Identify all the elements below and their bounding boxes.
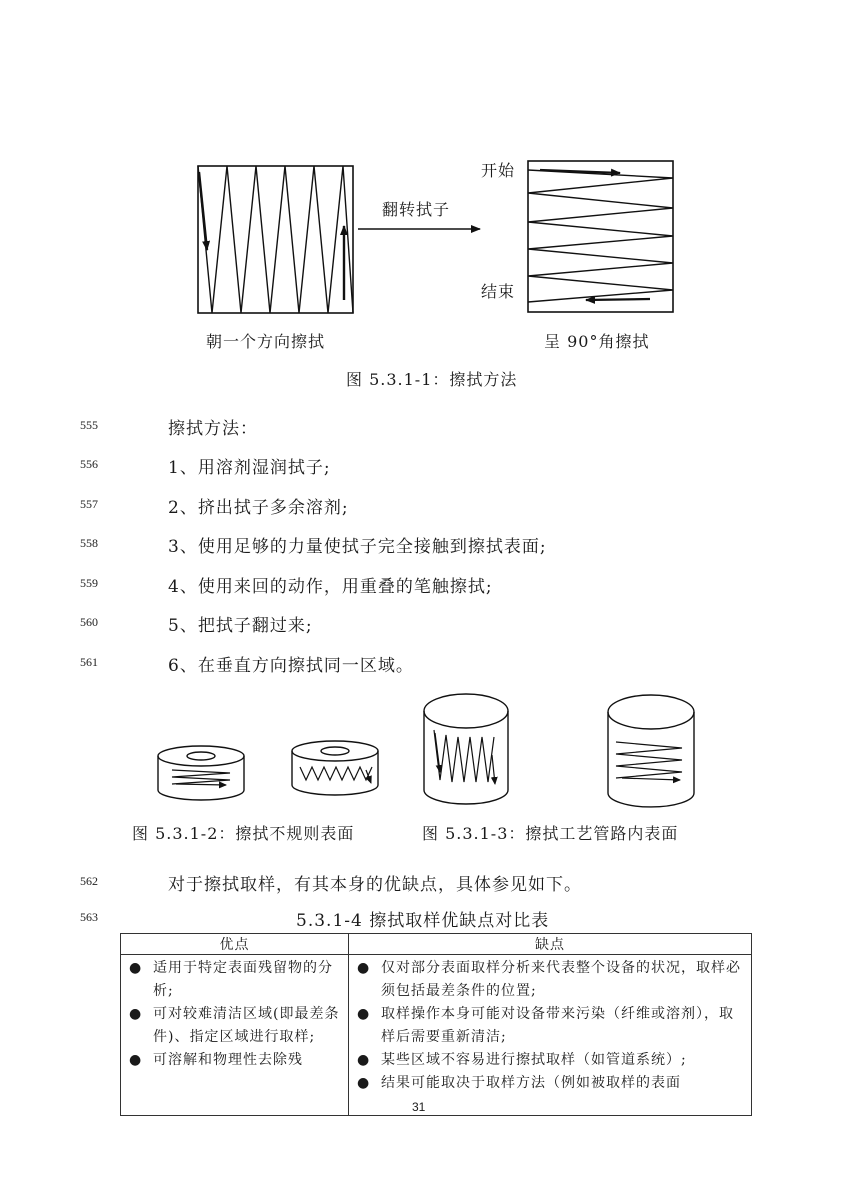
bullet-icon: ● xyxy=(357,960,371,976)
pros-cons-table xyxy=(120,933,752,1116)
pros-cell xyxy=(121,955,349,1116)
line-number: 563 xyxy=(80,910,98,924)
table-title: 5.3.1-4 擦拭取样优缺点对比表 xyxy=(296,911,550,931)
bullet-icon: ● xyxy=(129,1052,143,1068)
header-pros: 优点 xyxy=(121,934,349,955)
bullet-icon: ● xyxy=(357,1075,371,1091)
line-text: 3、使用足够的力量使拭子完全接触到擦拭表面; xyxy=(168,537,547,557)
line-text: 对于擦拭取样，有其本身的优缺点，具体参见如下。 xyxy=(168,875,582,895)
list-item: ● 取样操作本身可能对设备带来污染（纤维或溶剂），取样后需要重新清洁; xyxy=(355,1003,747,1049)
label-one-direction: 朝一个方向擦拭 xyxy=(206,332,326,351)
line-number: 561 xyxy=(80,655,98,669)
figure-caption-3: 图 5.3.1-3：擦拭工艺管路内表面 xyxy=(422,824,679,843)
label-flip-swab: 翻转拭子 xyxy=(382,200,451,219)
line-text: 5、把拭子翻过来; xyxy=(168,616,313,636)
line-number: 559 xyxy=(80,576,98,590)
line-number: 558 xyxy=(80,536,98,550)
header-cons: 缺点 xyxy=(349,934,752,955)
label-start: 开始 xyxy=(481,161,516,180)
line-number: 557 xyxy=(80,497,98,511)
line-text: 4、使用来回的动作，用重叠的笔触擦拭; xyxy=(168,577,493,597)
bullet-icon: ● xyxy=(129,1006,143,1022)
label-ninety-degree: 呈 90°角擦拭 xyxy=(544,332,650,351)
line-text: 擦拭方法： xyxy=(168,419,258,439)
line-number: 560 xyxy=(80,615,98,629)
figure-caption-2: 图 5.3.1-2：擦拭不规则表面 xyxy=(132,824,355,843)
list-item: ● 某些区域不容易进行擦拭取样（如管道系统）; xyxy=(355,1049,747,1072)
line-text: 6、在垂直方向擦拭同一区域。 xyxy=(168,656,414,676)
list-item: ● 适用于特定表面残留物的分析; xyxy=(127,957,344,1003)
bullet-icon: ● xyxy=(357,1006,371,1022)
figure-caption-1: 图 5.3.1-1：擦拭方法 xyxy=(346,370,518,389)
page-number: 31 xyxy=(412,1100,426,1114)
text-line xyxy=(0,906,849,930)
list-item: ● 结果可能取决于取样方法（例如被取样的表面 xyxy=(355,1072,747,1095)
line-number: 556 xyxy=(80,457,98,471)
text-line xyxy=(0,870,849,894)
line-number: 562 xyxy=(80,874,98,888)
list-item: ● 可对较难清洁区域(即最差条件)、指定区域进行取样; xyxy=(127,1003,344,1049)
line-text: 1、用溶剂湿润拭子; xyxy=(168,458,331,478)
bullet-icon: ● xyxy=(129,960,143,976)
bullet-icon: ● xyxy=(357,1052,371,1068)
list-item: ● 仅对部分表面取样分析来代表整个设备的状况，取样必须包括最差条件的位置; xyxy=(355,957,747,1003)
list-item: ● 可溶解和物理性去除残 xyxy=(127,1049,344,1072)
cons-cell xyxy=(349,955,752,1116)
line-text: 2、挤出拭子多余溶剂; xyxy=(168,498,349,518)
label-end: 结束 xyxy=(481,282,516,301)
line-number: 555 xyxy=(80,418,98,432)
